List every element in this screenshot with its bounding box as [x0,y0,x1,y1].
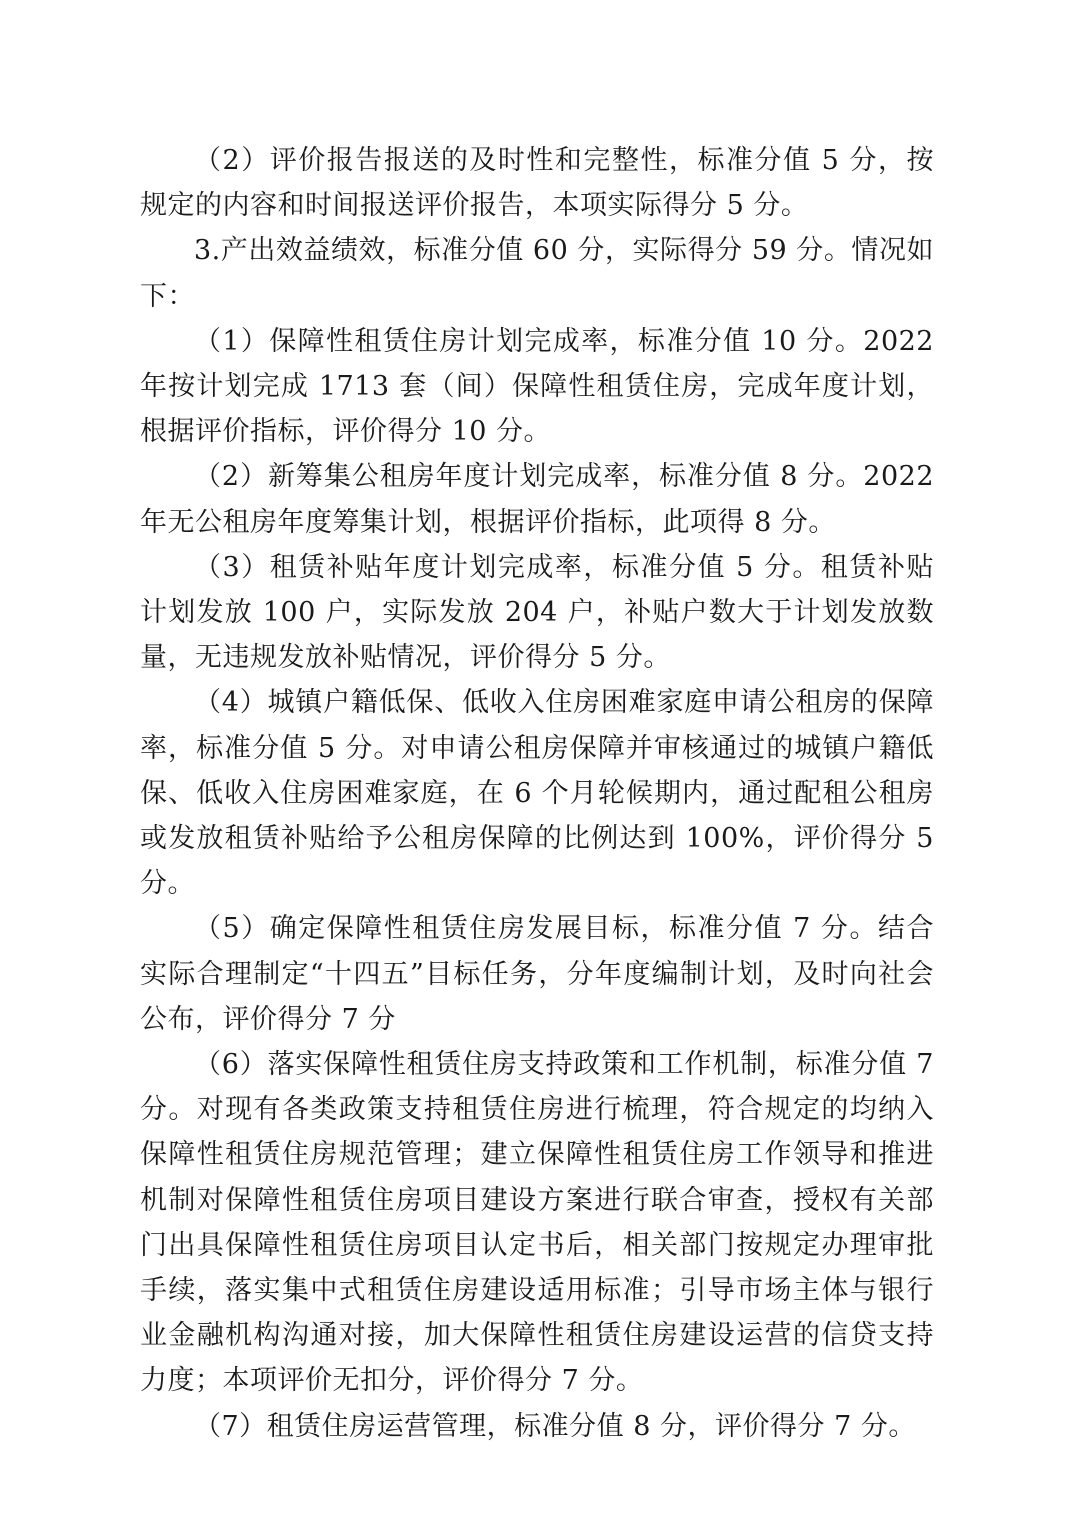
paragraph-development-target: （5）确定保障性租赁住房发展目标，标准分值 7 分。结合实际合理制定“十四五”目标任务，分年度编制计划，及时向社会公布，评价得分 7 分 [140,913,934,1035]
paragraph-output-performance: 3.产出效益绩效，标准分值 60 分，实际得分 59 分。情况如下： [140,235,934,312]
paragraph-low-income-coverage: （4）城镇户籍低保、低收入住房困难家庭申请公租房的保障率，标准分值 5 分。对申请公租房保障并审核通过的城镇户籍低保、低收入住房困难家庭，在 6 个月轮候期内，通过配租公租房或发放租赁补贴给予公租房保障的比例达到 100%，评价得分 5 分。 [140,687,934,900]
paragraph-rental-plan-completion: （1）保障性租赁住房计划完成率，标准分值 10 分。2022 年按计划完成 1713 套（间）保障性租赁住房，完成年度计划，根据评价指标，评价得分 10 分。 [140,325,934,448]
paragraph-operation-management: （7）租赁住房运营管理，标准分值 8 分，评价得分 7 分。 [194,1410,916,1442]
paragraph-report-submission: （2）评价报告报送的及时性和完整性，标准分值 5 分，按规定的内容和时间报送评价报告，本项实际得分 5 分。 [140,145,934,222]
document-body [140,138,934,1449]
paragraph-policy-mechanism: （6）落实保障性租赁住房支持政策和工作机制，标准分值 7 分。对现有各类政策支持租赁住房进行梳理，符合规定的均纳入保障性租赁住房规范管理；建立保障性租赁住房工作领导和推进机制对保障性租赁住房项目建设方案进行联合审查，授权有关部门出具保障性租赁住房项目认定书后，相关部门按规定办理审批手续，落实集中式租赁住房建设适用标准；引导市场主体与银行业金融机构沟通对接，加大保障性租赁住房建设运营的信贷支持力度；本项评价无扣分，评价得分 7 分。 [140,1049,934,1397]
paragraph-public-rental-plan: （2）新筹集公租房年度计划完成率，标准分值 8 分。2022 年无公租房年度筹集计划，根据评价指标，此项得 8 分。 [140,461,934,538]
paragraph-rental-subsidy: （3）租赁补贴年度计划完成率，标准分值 5 分。租赁补贴计划发放 100 户，实际发放 204 户，补贴户数大于计划发放数量，无违规发放补贴情况，评价得分 5 分。 [140,551,934,674]
